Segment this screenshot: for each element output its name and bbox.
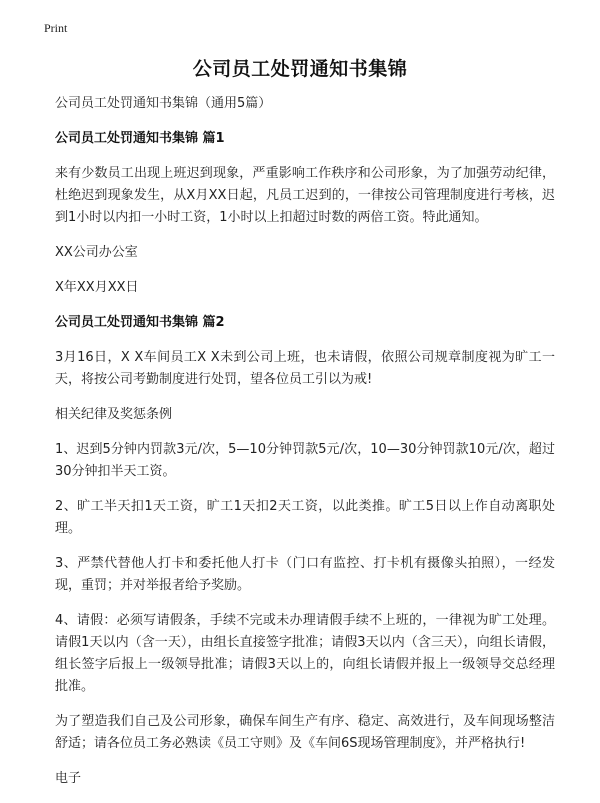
section-1-body: 来有少数员工出现上班迟到现象，严重影响工作秩序和公司形象，为了加强劳动纪律，杜绝迟到现象发生，从X月XX日起，凡员工迟到的，一律按公司管理制度进行考核，迟到1小时以内扣一小时工资，1小时以上扣超过时数的两倍工资。特此通知。: [55, 166, 555, 225]
rules-heading: 相关纪律及奖惩条例: [55, 407, 173, 422]
document-footer: 电子: [55, 771, 82, 786]
section-2-intro: 3月16日，X X车间员工X X未到公司上班，也未请假，依照公司规章制度视为旷工一天，将按公司考勤制度进行处罚，望各位员工引以为戒!: [55, 350, 555, 387]
section-heading-1: 公司员工处罚通知书集锦 篇1: [55, 131, 225, 146]
section-heading-2: 公司员工处罚通知书集锦 篇2: [55, 315, 225, 330]
rule-item: 3、严禁代替他人打卡和委托他人打卡（门口有监控、打卡机有摄像头拍照），一经发现，重罚；并对举报者给予奖励。: [55, 556, 555, 593]
document-subtitle: 公司员工处罚通知书集锦（通用5篇）: [55, 96, 272, 111]
document-body: [55, 93, 555, 803]
rule-item: 4、请假：必须写请假条，手续不完或未办理请假手续不上班的，一律视为旷工处理。请假1天以内（含一天），由组长直接签字批准；请假3天以内（含三天），向组长请假，组长签字后报上一级领导批准；请假3天以上的，向组长请假并报上一级领导交总经理批准。: [55, 613, 555, 694]
closing-paragraph: 为了塑造我们自己及公司形象，确保车间生产有序、稳定、高效进行，及车间现场整洁舒适；请各位员工务必熟读《员工守则》及《车间6S现场管理制度》，并严格执行!: [55, 714, 555, 751]
rule-item: 2、旷工半天扣1天工资，旷工1天扣2天工资，以此类推。旷工5日以上作自动离职处理。: [55, 499, 555, 536]
section-1-signature: XX公司办公室: [55, 245, 138, 260]
rule-item: 1、迟到5分钟内罚款3元/次，5—10分钟罚款5元/次，10—30分钟罚款10元/次，超过30分钟扣半天工资。: [55, 442, 555, 479]
print-label: Print: [44, 21, 68, 35]
page-title: 公司员工处罚通知书集锦: [192, 58, 408, 80]
section-1-date: X年XX月XX日: [55, 280, 139, 295]
